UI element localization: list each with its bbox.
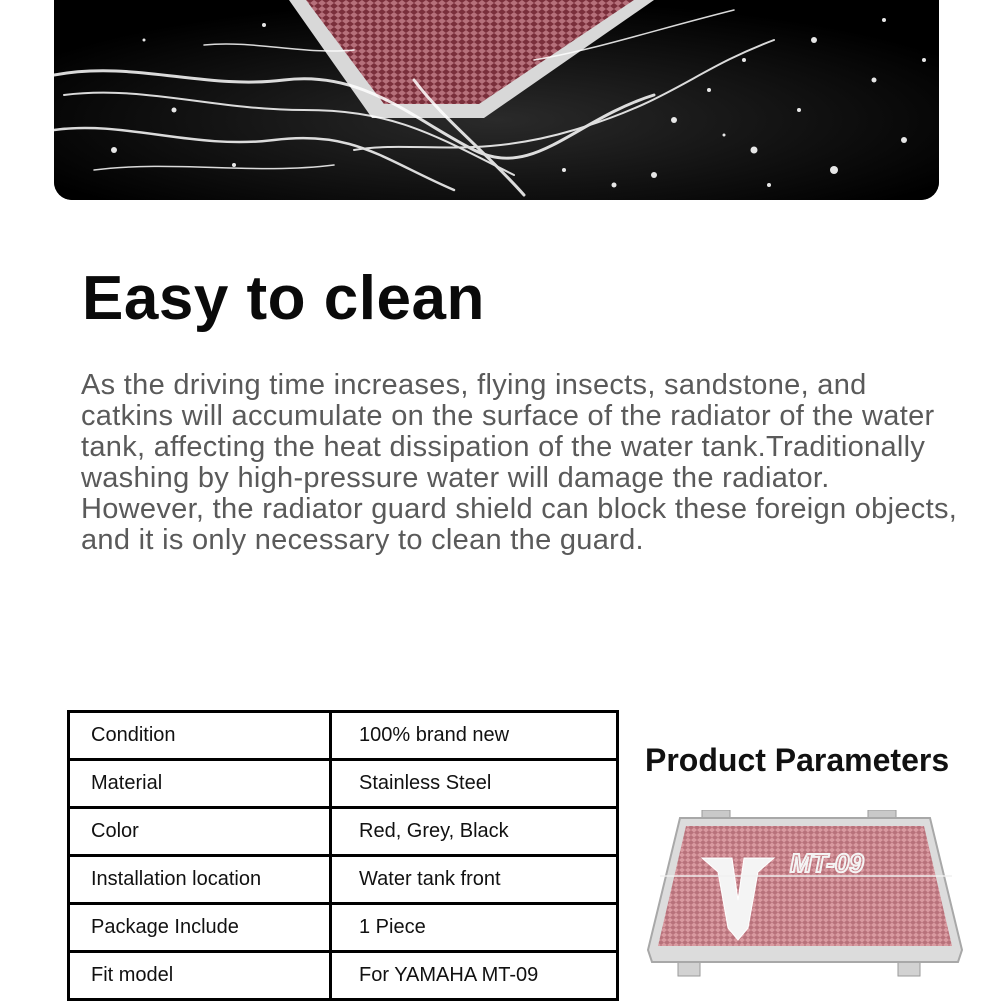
radiator-guard-illustration <box>640 810 970 980</box>
mt09-logo-text: MT-09 <box>790 848 864 878</box>
table-row <box>69 952 618 1000</box>
product-image <box>640 810 970 980</box>
table-row <box>69 712 618 760</box>
param-value: Stainless Steel <box>331 760 618 808</box>
hero-image <box>54 0 939 200</box>
water-splash-illustration <box>54 0 939 200</box>
description-paragraph-1: As the driving time increases, flying insects, sandstone, and catkins will accumulate on the surface of the radiator of the water tank, affecting the heat dissipation of the water tank.Traditionally washing by high-pressure water will damage the radiator. <box>81 369 935 494</box>
param-label: Material <box>69 760 331 808</box>
param-label: Fit model <box>69 952 331 1000</box>
param-label: Color <box>69 808 331 856</box>
param-label: Installation location <box>69 856 331 904</box>
param-label: Package Include <box>69 904 331 952</box>
param-value: Water tank front <box>331 856 618 904</box>
table-row <box>69 808 618 856</box>
param-value: For YAMAHA MT-09 <box>331 952 618 1000</box>
table-row <box>69 904 618 952</box>
product-parameters-title: Product Parameters <box>645 742 950 778</box>
description-text <box>81 370 961 556</box>
page-heading: Easy to clean <box>82 264 485 333</box>
table-row <box>69 856 618 904</box>
param-value: Red, Grey, Black <box>331 808 618 856</box>
guard-mesh <box>658 826 952 946</box>
table-row <box>69 760 618 808</box>
param-value: 1 Piece <box>331 904 618 952</box>
description-paragraph-2: However, the radiator guard shield can block these foreign objects, and it is only necessary to clean the guard. <box>81 493 958 556</box>
param-value: 100% brand new <box>331 712 618 760</box>
parameters-table <box>67 710 619 1001</box>
param-label: Condition <box>69 712 331 760</box>
